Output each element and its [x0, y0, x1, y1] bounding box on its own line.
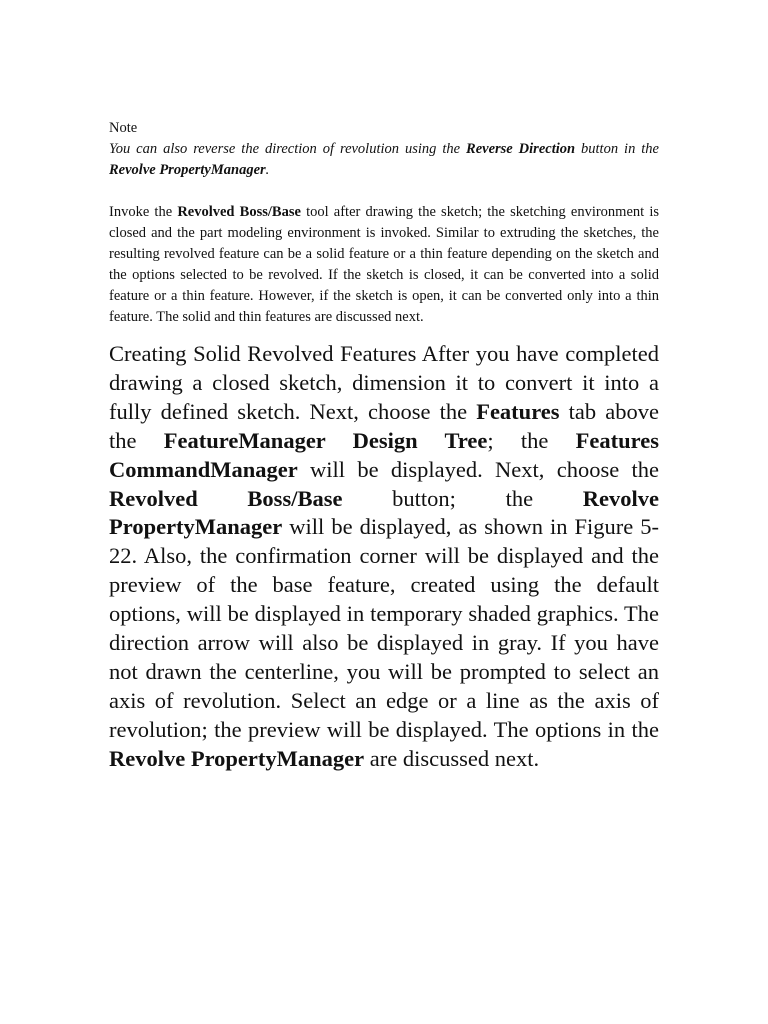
paragraph-bold-featuremanager-design-tree: FeatureManager Design Tree [163, 427, 488, 453]
paragraph-bold-features: Features [476, 398, 560, 424]
paragraph-creating-solid-revolved-features [109, 340, 659, 774]
paragraph-revolved-boss-base [109, 202, 659, 328]
paragraph-bold-revolved-boss-base: Revolved Boss/Base [177, 204, 301, 220]
paragraph-text-run: button; the [342, 485, 583, 511]
paragraph-text-run: tool after drawing the sketch; the sketching environment is closed and the part modeling environment is invoked. Similar to extruding the sketches, the resulting revolved feature can be a solid feature or a thin feature depending on the sketch and the options selected to be revolved. If the sketch is closed, it can be converted into a solid feature or a thin feature. However, if the sketch is open, it can be converted only into a thin feature. The solid and thin features are discussed next. [109, 204, 660, 325]
paragraph-text-run: are discussed next. [364, 745, 540, 771]
note-text [109, 139, 659, 181]
paragraph-text-run: will be displayed, as shown in Figure 5-22. Also, the confirmation corner will be displayed and the preview of the base feature, created using the default options, will be displayed in temporary shaded graphics. The direction arrow will also be displayed in gray. If you have not drawn the centerline, you will be prompted to select an axis of revolution. Select an edge or a line as the axis of revolution; the preview will be displayed. The options in the [109, 514, 659, 742]
note-bold-revolve-propertymanager: Revolve PropertyManager [109, 162, 266, 178]
paragraph-bold-revolve-propertymanager: Revolve PropertyManager [109, 485, 659, 540]
paragraph-text-run: Creating Solid Revolved Features After you have completed drawing a closed sketch, dimension it to convert it into a fully defined sketch. Next, choose the [109, 341, 659, 424]
document-page [109, 118, 659, 774]
paragraph-text-run: tab above the [109, 398, 659, 453]
paragraph-text-run: will be displayed. Next, choose the [297, 456, 659, 482]
paragraph-bold-revolved-boss-base: Revolved Boss/Base [109, 485, 343, 511]
paragraph-text-run: Invoke the [109, 204, 178, 220]
note-text-run: You can also reverse the direction of revolution using the [109, 141, 467, 157]
note-bold-reverse-direction: Reverse Direction [466, 141, 576, 157]
paragraph-text-run: ; the [487, 427, 576, 453]
paragraph-bold-revolve-propertymanager: Revolve PropertyManager [109, 745, 365, 771]
note-label: Note [109, 120, 138, 136]
note-text-run: . [265, 162, 270, 178]
note-text-run: button in the [575, 141, 659, 157]
paragraph-bold-features-commandmanager: Features CommandManager [109, 427, 659, 482]
